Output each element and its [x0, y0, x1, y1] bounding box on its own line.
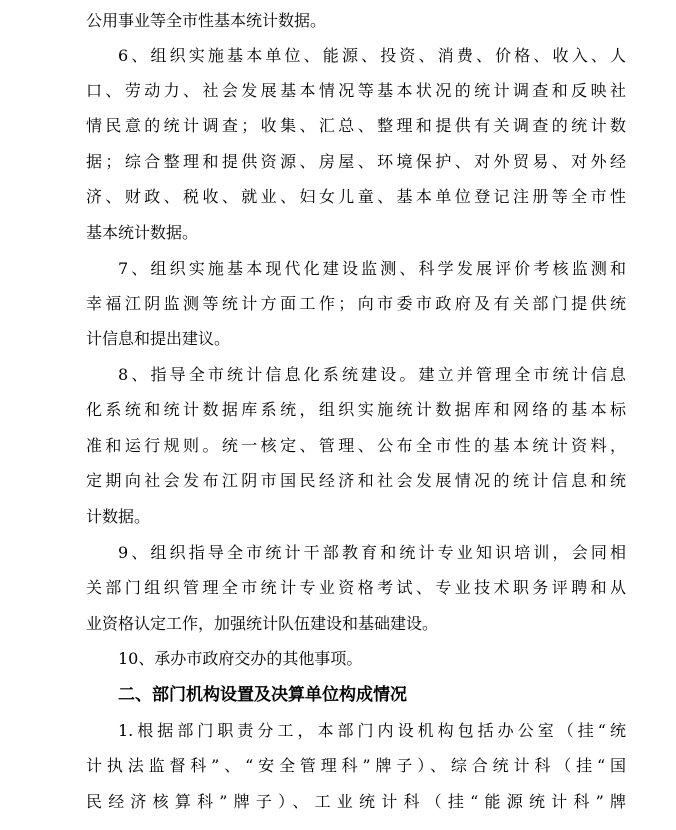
item-8-line-1: 8、指导全市统计信息化系统建设。建立并管理全市统计信息 — [118, 365, 626, 384]
item-8-line-3: 准和运行规则。统一核定、管理、公布全市性的基本统计资料， — [86, 436, 626, 455]
item-8-line-4: 定期向社会发布江阴市国民经济和社会发展情况的统计信息和统 — [86, 471, 626, 490]
section-2-item-1-line-1: 1.根据部门职责分工，本部门内设机构包括办公室（挂“统 — [118, 721, 626, 740]
item-8-line-2: 化系统和统计数据库系统，组织实施统计数据库和网络的基本标 — [86, 400, 626, 419]
item-9-line-3: 业资格认定工作，加强统计队伍建设和基础建设。 — [86, 614, 439, 633]
item-8-line-5: 计数据。 — [86, 507, 151, 526]
section-2-heading: 二、部门机构设置及决算单位构成情况 — [118, 685, 407, 705]
item-6-line-3: 情民意的统计调查；收集、汇总、整理和提供有关调查的统计数 — [86, 116, 626, 135]
item-6-line-1: 6、组织实施基本单位、能源、投资、消费、价格、收入、人 — [118, 46, 626, 65]
item-6-line-2: 口、劳动力、社会发展基本情况等基本状况的统计调查和反映社 — [86, 81, 626, 100]
section-2-item-1-line-2: 计执法监督科”、“安全管理科”牌子）、综合统计科（挂“国 — [86, 756, 626, 775]
item-7-line-3: 计信息和提出建议。 — [86, 329, 231, 348]
paragraph-5-tail-line-1: 公用事业等全市性基本统计数据。 — [86, 11, 327, 30]
item-6-line-4: 据；综合整理和提供资源、房屋、环境保护、对外贸易、对外经 — [86, 152, 626, 171]
item-6-line-5: 济、财政、税收、就业、妇女儿童、基本单位登记注册等全市性 — [86, 187, 626, 206]
item-6-line-6: 基本统计数据。 — [86, 223, 199, 242]
section-2-item-1-line-3: 民经济核算科”牌子）、工业统计科（挂“能源统计科”牌 — [86, 792, 626, 811]
item-9-line-1: 9、组织指导全市统计干部教育和统计专业知识培训，会同相 — [118, 543, 626, 562]
item-9-line-2: 关部门组织管理全市统计专业资格考试、专业技术职务评聘和从 — [86, 578, 626, 597]
item-7-line-1: 7、组织实施基本现代化建设监测、科学发展评价考核监测和 — [118, 259, 626, 278]
item-7-line-2: 幸福江阴监测等统计方面工作；向市委市政府及有关部门提供统 — [86, 294, 626, 313]
item-10-line-1: 10、承办市政府交办的其他事项。 — [118, 649, 363, 668]
